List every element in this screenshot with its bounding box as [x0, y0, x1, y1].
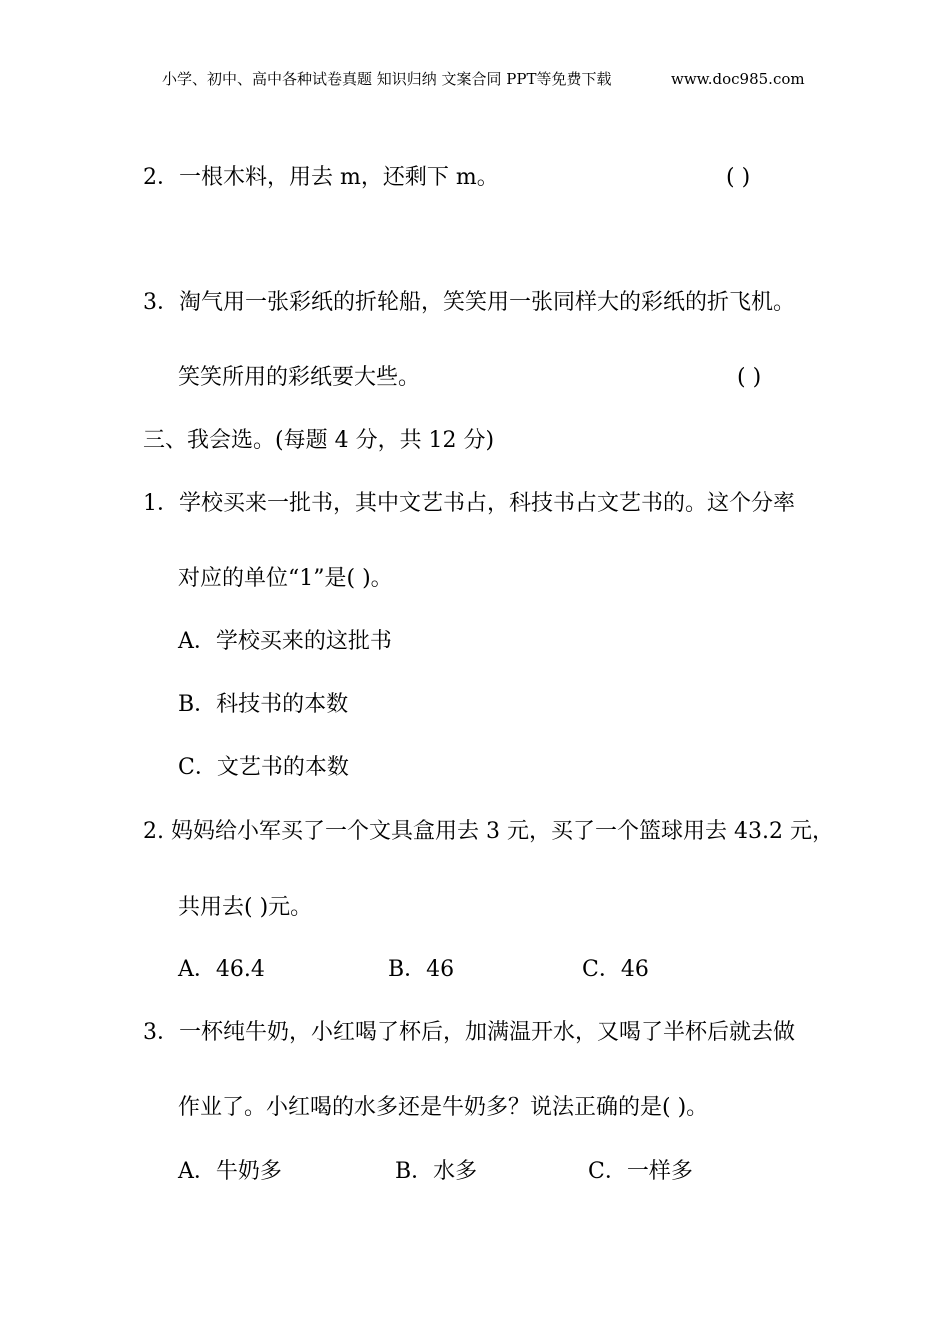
question-3-2-line1: 2. 妈妈给小军买了一个文具盒用去 3 元，买了一个篮球用去 43.2 元， — [143, 819, 834, 844]
header-ad-text: 小学、初中、高中各种试卷真题 知识归纳 文案合同 PPT等免费下载 — [162, 70, 612, 88]
section-3-title: 三、我会选。(每题 4 分，共 12 分) — [143, 428, 495, 453]
question-3-3-line1: 3．一杯纯牛奶，小红喝了杯后，加满温开水，又喝了半杯后就去做 — [143, 1020, 795, 1045]
option-3-3-b: B．水多 — [395, 1159, 478, 1184]
option-3-2-b: B．46 — [388, 957, 455, 982]
option-3-2-a: A．46.4 — [178, 957, 265, 982]
option-3-1-a: A．学校买来的这批书 — [178, 629, 392, 654]
option-3-2-c: C．46 — [582, 957, 649, 982]
question-3-1-line2: 对应的单位“1”是( )。 — [178, 566, 393, 591]
question-2-3-line1: 3．淘气用一张彩纸的折轮船，笑笑用一张同样大的彩纸的折飞机。 — [143, 290, 795, 315]
question-3-2-line2: 共用去( )元。 — [178, 895, 313, 920]
question-3-3-line2: 作业了。小红喝的水多还是牛奶多？说法正确的是( )。 — [178, 1095, 709, 1120]
question-2-3-line2: 笑笑所用的彩纸要大些。 — [178, 365, 421, 390]
option-3-3-c: C．一样多 — [588, 1159, 693, 1184]
question-3-1-line1: 1．学校买来一批书，其中文艺书占，科技书占文艺书的。这个分率 — [143, 491, 795, 516]
option-3-1-b: B．科技书的本数 — [178, 692, 349, 717]
option-3-1-c: C．文艺书的本数 — [178, 755, 349, 780]
answer-bracket-2-2: ( ) — [726, 165, 751, 190]
option-3-3-a: A．牛奶多 — [178, 1159, 282, 1184]
answer-bracket-2-3: ( ) — [737, 365, 762, 390]
header-website: www.doc985.com — [671, 70, 805, 88]
question-2-2: 2．一根木料，用去 m，还剩下 m。 — [143, 165, 499, 190]
